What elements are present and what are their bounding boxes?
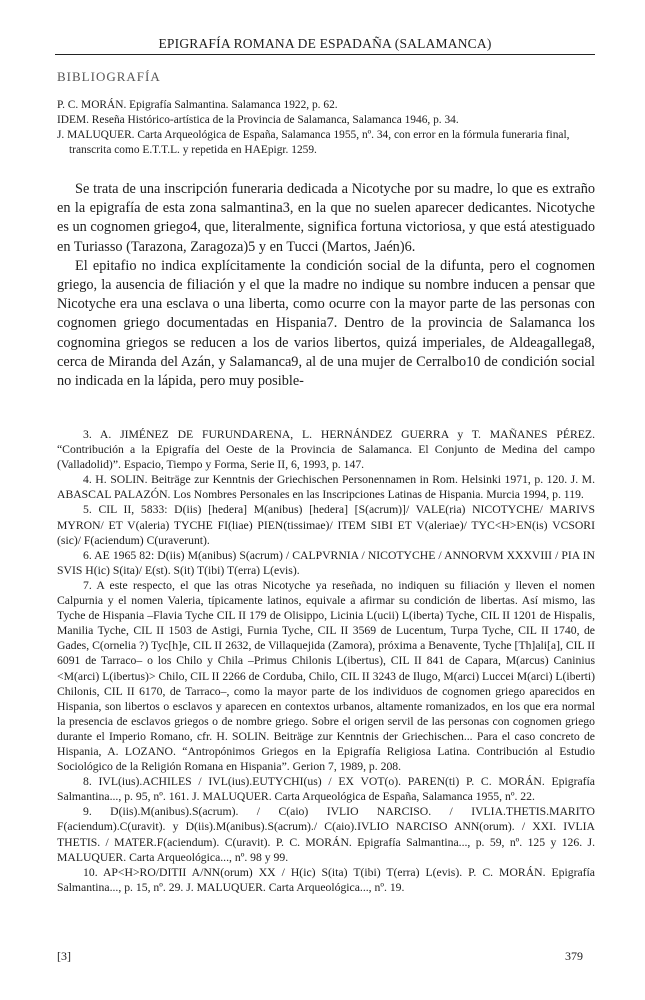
bibliography-entry: J. MALUQUER. Carta Arqueológica de España, Salamanca 1955, nº. 34, con error en la fórmula funeraria final, transcrita como E.T.T.L. y repetida en HAEpigr. 1259. xyxy=(57,129,570,156)
footnote: 9. D(iis).M(anibus).S(acrum). / C(aio) IVLIO NARCISO. / IVLIA.THETIS.MARITO F(aciendum).C(uravit). y D(iis).M(anibus).S(acrum)./ C(aio).IVLIO NARCISO ANN(orum). / XXI. IVLIA THETIS. / MATER.F(aciendum). C(uravit). P. C. MORÁN. Epigrafía Salmantina..., p. 59, nº. 125 y 126. J. MALUQUER. Carta Arqueológica..., nº. 98 y 99. xyxy=(57,805,595,864)
footnote: 10. AP<H>RO/DITII A/NN(orum) XX / H(ic) S(ita) T(ibi) T(erra) L(evis). P. C. MORÁN. Epigrafía Salmantina..., p. 15, nº. 29. J. MALUQUER. Carta Arqueológica..., nº. 19. xyxy=(57,865,595,894)
footnote: 8. IVL(ius).ACHILES / IVL(ius).EUTYCHI(us) / EX VOT(o). PAREN(ti) P. C. MORÁN. Epigrafía Salmantina..., p. 95, nº. 161. J. MALUQUER. Carta Arqueológica de España, Salamanca 1955, nº. 22. xyxy=(57,775,595,804)
bibliography-list xyxy=(57,98,595,158)
footnote: 7. A este respecto, el que las otras Nicotyche ya reseñada, no indiquen su filiación y lleven el nomen Calpurnia y el nomen Valeria, típicamente latinos, equivale a afirmar su condición de libertas. Así mismo, las Tyche de Hispania –Flavia Tyche CIL II 179 de Olisippo, Licinia L(ucii) L(iberta) Tyche, CIL II 1201 de Hispalis, Manilia Tyche, CIL II 1503 de Astigi, Furnia Tyche, CIL II 3569 de Lucentum, Turpa Tyche, CIL II 1740, de Gades, C(ornelia ?) Tyc[h]e, CIL II 2632, de Villaquejida (Zamora), próxima a Benavente, Tyche [Th]ali[a], CIL II 6091 de Tarraco– o los Chilo y Chila –Primus Chilonis L(ibertus), CIL II 841 de Capara, M(arcus) Caninius <M(arci) L(ibertus)> Chilo, CIL II 2266 de Corduba, Chilo, CIL II 3243 de Ilugo, M(arci) Luccei M(arci) L(iberti) Chilonis, CIL II 6170, de Tarraco–, como la mayor parte de los individuos de cognomen griego aparecidos en Hispania, son libertos o esclavos y aparecen en contextos urbanos, altamente romanizados, en los que era normal la presencia de esclavos griegos o de nombre griego. Sobre el origen servil de las personas con cognomen griego durante el Imperio Romano, cfr. H. SOLIN. Beiträge zur Kenntnis der Griechischen... Para el caso concreto de Hispania, A. LOZANO. “Antropónimos Griegos en la Epigrafía Religiosa Latina. Contribución al Estudio Sociológico de la Religión Romana en Hispania”. Gerion 7, 1989, p. 208. xyxy=(57,578,595,774)
footnotes xyxy=(57,427,595,895)
body-paragraph: Se trata de una inscripción funeraria dedicada a Nicotyche por su madre, lo que es extraño en la epigrafía de esta zona salmantina3, en la que no suelen aparecer dedicantes. Nicotyche es un cognomen griego4, que, literalmente, significa fortuna victoriosa, y que está atestiguado en Turiasso (Tarazona, Zaragoza)5 y en Tucci (Martos, Jaén)6. xyxy=(57,181,595,255)
running-head: EPIGRAFÍA ROMANA DE ESPADAÑA (SALAMANCA) xyxy=(158,36,492,51)
folio-left: [3] xyxy=(57,949,71,963)
footnote: 5. CIL II, 5833: D(iis) [hedera] M(anibus) [hedera] [S(acrum)]/ VALE(ria) NICOTYCHE/ MARIVS MYRON/ ET V(aleria) TYCHE FI(liae) PIEN(tissimae)/ ITEM SIBI ET V(aleriae)/ TYC<H>EN(is) VCSORI (sic)/ F(aciendum) C(uraverunt). xyxy=(57,503,595,547)
bibliography-heading: BIBLIOGRAFÍA xyxy=(57,69,161,84)
body-paragraph: El epitafio no indica explícitamente la condición social de la difunta, pero el cognomen griego, la ausencia de filiación y el que la madre no indique su nombre inducen a pensar que Nicotyche era una esclava o una liberta, como ocurre con la mayor parte de las personas con cognomen griego documentadas en Hispania7. Dentro de la provincia de Salamanca los cognomina griegos se reducen a los de varios libertos, quizá imperiales, de Aldeagallega8, cerca de Miranda del Azán, y Salamanca9, al de una mujer de Cerralbo10 de condición social no indicada en la lápida, pero muy posible- xyxy=(57,257,595,390)
footnote: 4. H. SOLIN. Beiträge zur Kenntnis der Griechischen Personennamen in Rom. Helsinki 1971, p. 120. J. M. ABASCAL PALAZÓN. Los Nombres Personales en las Inscripciones Latinas de Hispania. Murcia 1994, p. 119. xyxy=(57,473,595,502)
footnote: 6. AE 1965 82: D(iis) M(anibus) S(acrum) / CALPVRNIA / NICOTYCHE / ANNORVM XXXVIII / PIA IN SVIS H(ic) S(ita)/ E(st). S(it) T(ibi) T(erra) L(evis). xyxy=(57,548,595,577)
footnote: 3. A. JIMÉNEZ DE FURUNDARENA, L. HERNÁNDEZ GUERRA y T. MAÑANES PÉREZ. “Contribución a la Epigrafía del Oeste de la Provincia de Salamanca. El Conjunto de Medina del campo (Valladolid)”. Espacio, Tiempo y Forma, Serie II, 6, 1993, p. 147. xyxy=(57,428,595,472)
main-text xyxy=(57,180,595,391)
page-number: 379 xyxy=(565,949,583,963)
bibliography-entry: IDEM. Reseña Histórico-artística de la Provincia de Salamanca, Salamanca 1946, p. 34. xyxy=(57,114,459,126)
header-rule xyxy=(55,54,595,55)
bibliography-entry: P. C. MORÁN. Epigrafía Salmantina. Salamanca 1922, p. 62. xyxy=(57,99,338,111)
